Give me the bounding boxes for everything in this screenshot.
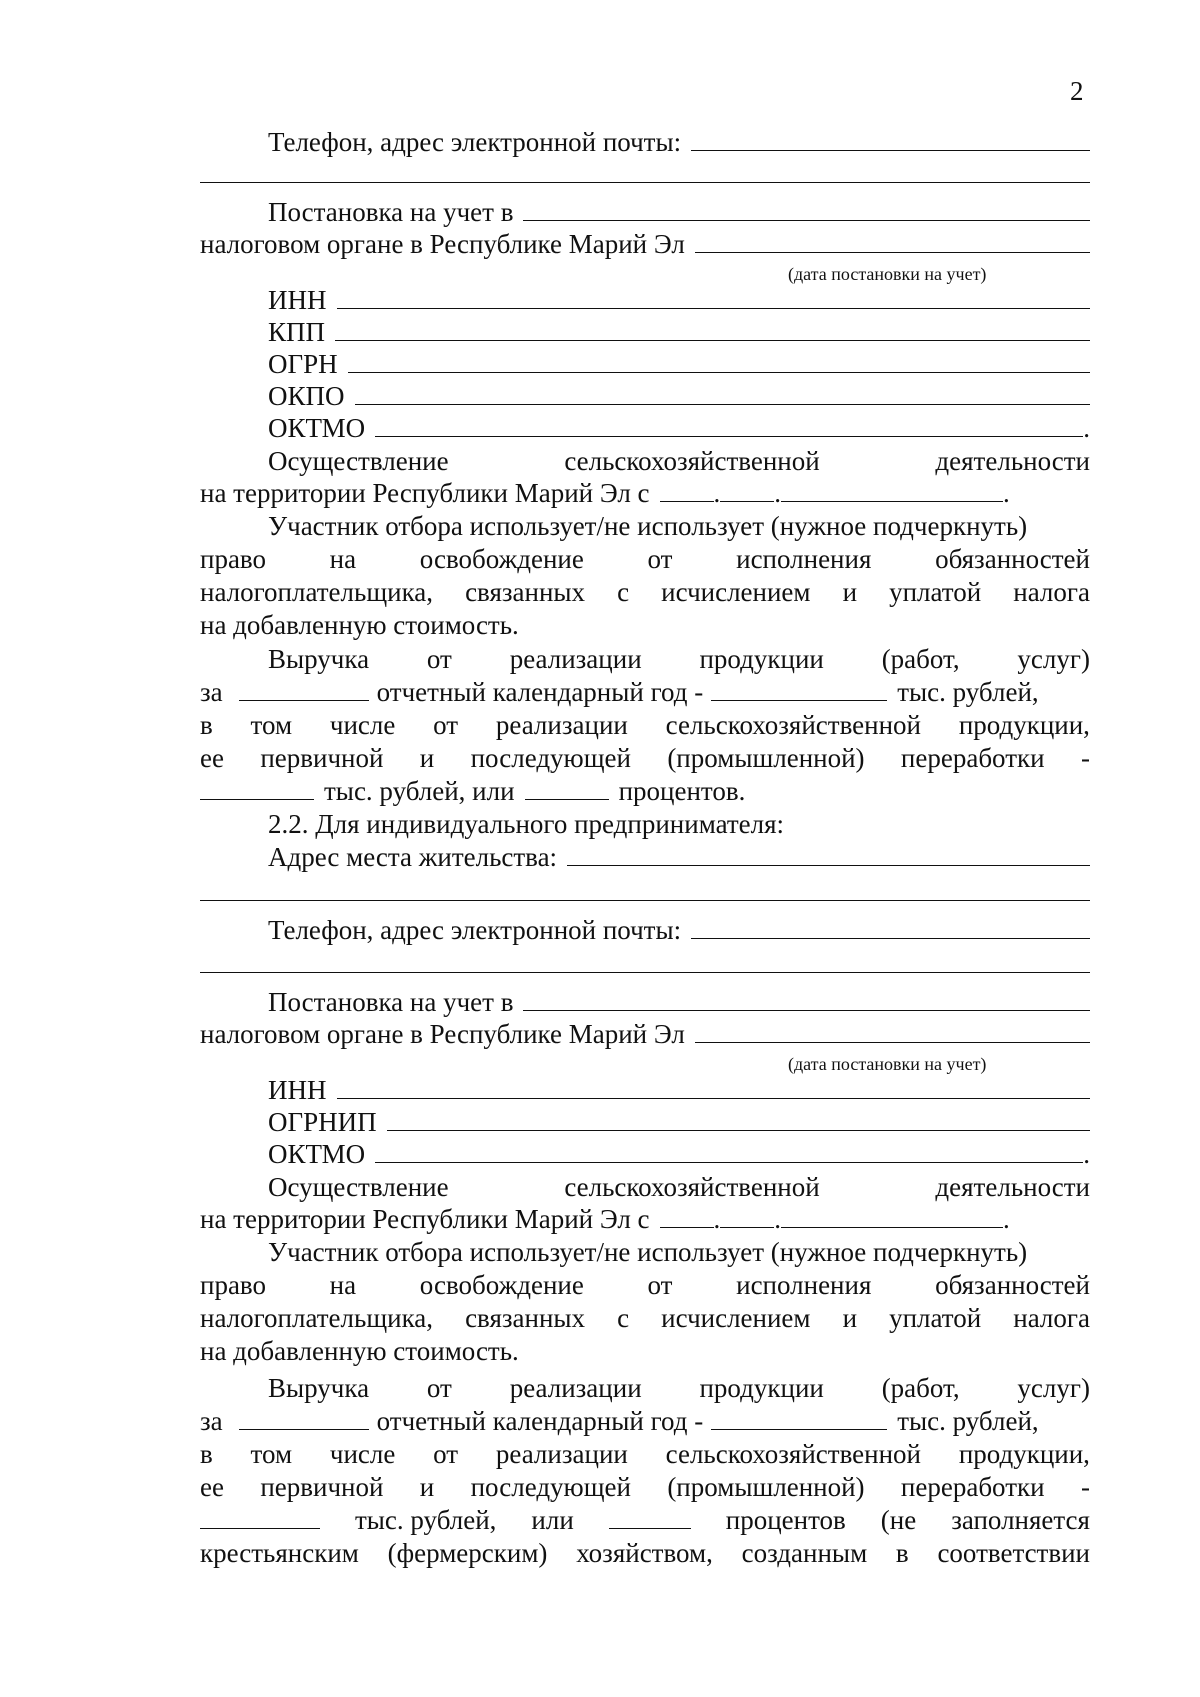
period: . — [1003, 478, 1010, 508]
word: освобождение — [419, 544, 584, 574]
activity-label: на территории Республики Марий Эл с — [200, 478, 650, 508]
phone-email-label: Телефон, адрес электронной почты: — [268, 915, 682, 945]
ip-activity-month-field[interactable] — [720, 1203, 774, 1228]
word: процентов — [725, 1505, 846, 1535]
revenue-unit: тыс. рублей, — [897, 1406, 1039, 1436]
word: (не — [880, 1505, 917, 1535]
word: реализации — [509, 644, 642, 674]
phone-email-line — [200, 126, 1090, 158]
activity-label: на территории Республики Марий Эл с — [200, 1204, 650, 1234]
word: ее — [200, 1472, 224, 1502]
word: деятельности — [935, 1172, 1090, 1202]
residence-label: Адрес места жительства: — [268, 842, 558, 872]
ip-tax-authority-line — [200, 1018, 1090, 1050]
word: продукции, — [958, 710, 1090, 740]
word: с — [617, 1303, 630, 1333]
ogrn-label: ОГРН — [268, 349, 338, 379]
word: или — [531, 1505, 574, 1535]
activity-line-1 — [200, 445, 1090, 477]
ip-activity-line-2 — [200, 1203, 1090, 1235]
ip-oktmo-field[interactable] — [375, 1138, 1083, 1163]
word: обязанностей — [935, 544, 1090, 574]
word: переработки — [900, 1472, 1045, 1502]
ip-revenue-amount-field[interactable] — [711, 1405, 887, 1430]
word: первичной — [260, 743, 384, 773]
word: услуг) — [1017, 1373, 1090, 1403]
word: ее — [200, 743, 224, 773]
word: сельскохозяйственной — [564, 446, 820, 476]
word: реализации — [509, 1373, 642, 1403]
word: налога — [1013, 1303, 1090, 1333]
residence-line — [200, 841, 1090, 873]
word: в — [895, 1538, 909, 1568]
word: (работ, — [881, 644, 960, 674]
registration-date-field[interactable] — [695, 228, 1090, 253]
activity-month-field[interactable] — [720, 477, 774, 502]
word: - — [1080, 1472, 1090, 1502]
inn-label: ИНН — [268, 285, 327, 315]
word: первичной — [260, 1472, 384, 1502]
word: и — [419, 743, 435, 773]
ip-revenue-line-2 — [200, 1405, 1090, 1437]
word: заполняется — [951, 1505, 1090, 1535]
word: от — [647, 1270, 673, 1300]
vat-line-2 — [200, 543, 1090, 575]
word: числе — [329, 710, 396, 740]
oktmo-label: ОКТМО — [268, 413, 366, 443]
ip-agri-revenue-field[interactable] — [200, 1504, 320, 1529]
word: (промышленной) — [667, 743, 865, 773]
ip-inn-field[interactable] — [337, 1074, 1091, 1099]
word: сельскохозяйственной — [564, 1172, 820, 1202]
word: числе — [329, 1439, 396, 1469]
word: том — [250, 1439, 293, 1469]
word: услуг) — [1017, 644, 1090, 674]
word: обязанностей — [935, 1270, 1090, 1300]
ogrn-field[interactable] — [348, 348, 1090, 373]
ip-vat-line-4: на добавленную стоимость. — [200, 1336, 519, 1366]
word: исчислением — [661, 577, 811, 607]
word: в — [200, 710, 213, 740]
ip-revenue-line-3 — [200, 1438, 1090, 1470]
word: от — [426, 1373, 452, 1403]
word: связанных — [465, 577, 586, 607]
ogrn-line — [200, 348, 1090, 380]
word: от — [433, 710, 459, 740]
word: и — [842, 1303, 858, 1333]
ip-vat-line-3 — [200, 1302, 1090, 1334]
revenue-line-5 — [200, 775, 1090, 807]
word: крестьянским — [200, 1538, 359, 1568]
activity-day-field[interactable] — [660, 477, 714, 502]
ip-agri-percent-field[interactable] — [609, 1504, 691, 1529]
word: право — [200, 1270, 266, 1300]
ip-vat-line-2 — [200, 1269, 1090, 1301]
word: продукции, — [958, 1439, 1090, 1469]
revenue-line-1 — [200, 643, 1090, 675]
word: хозяйством, — [576, 1538, 713, 1568]
word: исчислением — [661, 1303, 811, 1333]
ip-vat-line-1: Участник отбора использует/не использует (нужное подчеркнуть) — [268, 1237, 1028, 1267]
word: (промышленной) — [667, 1472, 865, 1502]
ip-registration-date-caption: (дата постановки на учет) — [788, 1054, 987, 1074]
residence-field[interactable] — [567, 841, 1090, 866]
registration-field[interactable] — [523, 196, 1090, 221]
period: . — [1083, 1139, 1090, 1169]
ogrnip-field[interactable] — [387, 1106, 1090, 1131]
word: исполнения — [736, 544, 872, 574]
word: Осуществление — [268, 446, 449, 476]
ogrnip-line — [200, 1106, 1090, 1138]
word: исполнения — [736, 1270, 872, 1300]
period: . — [1003, 1204, 1010, 1234]
ip-phone-email-field[interactable] — [691, 914, 1090, 939]
residence-line-2 — [200, 876, 1090, 908]
word: процентов. — [618, 776, 746, 806]
ip-revenue-line-4 — [200, 1471, 1090, 1503]
okpo-line — [200, 380, 1090, 412]
dot: . — [713, 478, 721, 508]
ip-registration-field[interactable] — [523, 986, 1090, 1011]
word: последующей — [470, 1472, 631, 1502]
period: . — [1083, 413, 1090, 443]
word: созданным — [741, 1538, 868, 1568]
registration-date-caption: (дата постановки на учет) — [788, 264, 987, 284]
revenue-year-field[interactable] — [239, 676, 369, 701]
tax-authority-label: налоговом органе в Республике Марий Эл — [200, 229, 685, 259]
registration-label: Постановка на учет в — [268, 197, 514, 227]
ip-phone-email-line — [200, 914, 1090, 946]
word: реализации — [495, 710, 628, 740]
phone-email-line-2 — [200, 158, 1090, 190]
word: от — [647, 544, 673, 574]
revenue-unit: тыс. рублей, — [897, 677, 1039, 707]
word: на — [329, 544, 357, 574]
word: тыс. рублей, — [354, 1505, 497, 1535]
vat-line-4: на добавленную стоимость. — [200, 610, 519, 640]
word: - — [1080, 743, 1090, 773]
ogrnip-label: ОГРНИП — [268, 1107, 377, 1137]
oktmo-line — [200, 412, 1090, 444]
section-2-2-heading: 2.2. Для индивидуального предпринимателя: — [268, 809, 785, 839]
kpp-line — [200, 316, 1090, 348]
dot: . — [774, 478, 782, 508]
inn-field[interactable] — [337, 284, 1091, 309]
ip-activity-year-field[interactable] — [781, 1203, 1003, 1228]
ip-phone-email-field-2[interactable] — [200, 948, 1090, 973]
registration-line — [200, 196, 1090, 228]
word: от — [426, 644, 452, 674]
revenue-line-2 — [200, 676, 1090, 708]
revenue-line-4 — [200, 742, 1090, 774]
word: уплатой — [889, 577, 982, 607]
word: продукции — [699, 644, 824, 674]
word: и — [419, 1472, 435, 1502]
phone-email-field[interactable] — [691, 126, 1090, 151]
revenue-amount-field[interactable] — [711, 676, 887, 701]
vat-line-1: Участник отбора использует/не использует (нужное подчеркнуть) — [268, 511, 1028, 541]
word: уплатой — [889, 1303, 982, 1333]
word: налогоплательщика, — [200, 577, 434, 607]
word: в — [200, 1439, 213, 1469]
word: соответствии — [937, 1538, 1090, 1568]
agri-revenue-field[interactable] — [200, 775, 314, 800]
oktmo-field[interactable] — [375, 412, 1083, 437]
word: за — [200, 677, 223, 707]
word: на — [329, 1270, 357, 1300]
word: Выручка — [268, 1373, 370, 1403]
kpp-field[interactable] — [335, 316, 1090, 341]
activity-line-2 — [200, 477, 1090, 509]
revenue-year-label: отчетный календарный год - — [376, 1406, 704, 1436]
word: и — [842, 577, 858, 607]
dot: . — [713, 1204, 721, 1234]
word: связанных — [465, 1303, 586, 1333]
ip-activity-line-1 — [200, 1171, 1090, 1203]
ip-activity-day-field[interactable] — [660, 1203, 714, 1228]
agri-percent-field[interactable] — [525, 775, 609, 800]
word: с — [617, 577, 630, 607]
residence-field-2[interactable] — [200, 876, 1090, 901]
registration-label: Постановка на учет в — [268, 987, 514, 1017]
word: продукции — [699, 1373, 824, 1403]
ip-revenue-line-6 — [200, 1537, 1090, 1569]
word: Выручка — [268, 644, 370, 674]
word: сельскохозяйственной — [665, 1439, 922, 1469]
revenue-year-label: отчетный календарный год - — [376, 677, 704, 707]
word: деятельности — [935, 446, 1090, 476]
inn-label: ИНН — [268, 1075, 327, 1105]
word: право — [200, 544, 266, 574]
word: налога — [1013, 577, 1090, 607]
word: за — [200, 1406, 223, 1436]
word: сельскохозяйственной — [665, 710, 922, 740]
okpo-field[interactable] — [355, 380, 1090, 405]
ip-revenue-line-1 — [200, 1372, 1090, 1404]
word: переработки — [900, 743, 1045, 773]
agri-revenue-label: тыс. рублей, или — [324, 776, 515, 806]
word: том — [250, 710, 293, 740]
ip-phone-email-line-2 — [200, 948, 1090, 980]
ip-registration-date-field[interactable] — [695, 1018, 1090, 1043]
dot: . — [774, 1204, 782, 1234]
word: реализации — [495, 1439, 628, 1469]
word: последующей — [470, 743, 631, 773]
word: (работ, — [881, 1373, 960, 1403]
inn-line — [200, 284, 1090, 316]
ip-oktmo-line — [200, 1138, 1090, 1170]
phone-email-field-2[interactable] — [200, 158, 1090, 183]
word: от — [433, 1439, 459, 1469]
revenue-line-3 — [200, 709, 1090, 741]
okpo-label: ОКПО — [268, 381, 345, 411]
word: (фермерским) — [387, 1538, 548, 1568]
word: освобождение — [419, 1270, 584, 1300]
ip-inn-line — [200, 1074, 1090, 1106]
activity-year-field[interactable] — [781, 477, 1003, 502]
word: Осуществление — [268, 1172, 449, 1202]
phone-email-label: Телефон, адрес электронной почты: — [268, 127, 682, 157]
page-number: 2 — [1070, 76, 1084, 106]
word: налогоплательщика, — [200, 1303, 434, 1333]
ip-revenue-year-field[interactable] — [239, 1405, 369, 1430]
oktmo-label: ОКТМО — [268, 1139, 366, 1169]
kpp-label: КПП — [268, 317, 326, 347]
tax-authority-line — [200, 228, 1090, 260]
ip-revenue-line-5 — [200, 1504, 1090, 1536]
vat-line-3 — [200, 576, 1090, 608]
ip-registration-line — [200, 986, 1090, 1018]
tax-authority-label: налоговом органе в Республике Марий Эл — [200, 1019, 685, 1049]
